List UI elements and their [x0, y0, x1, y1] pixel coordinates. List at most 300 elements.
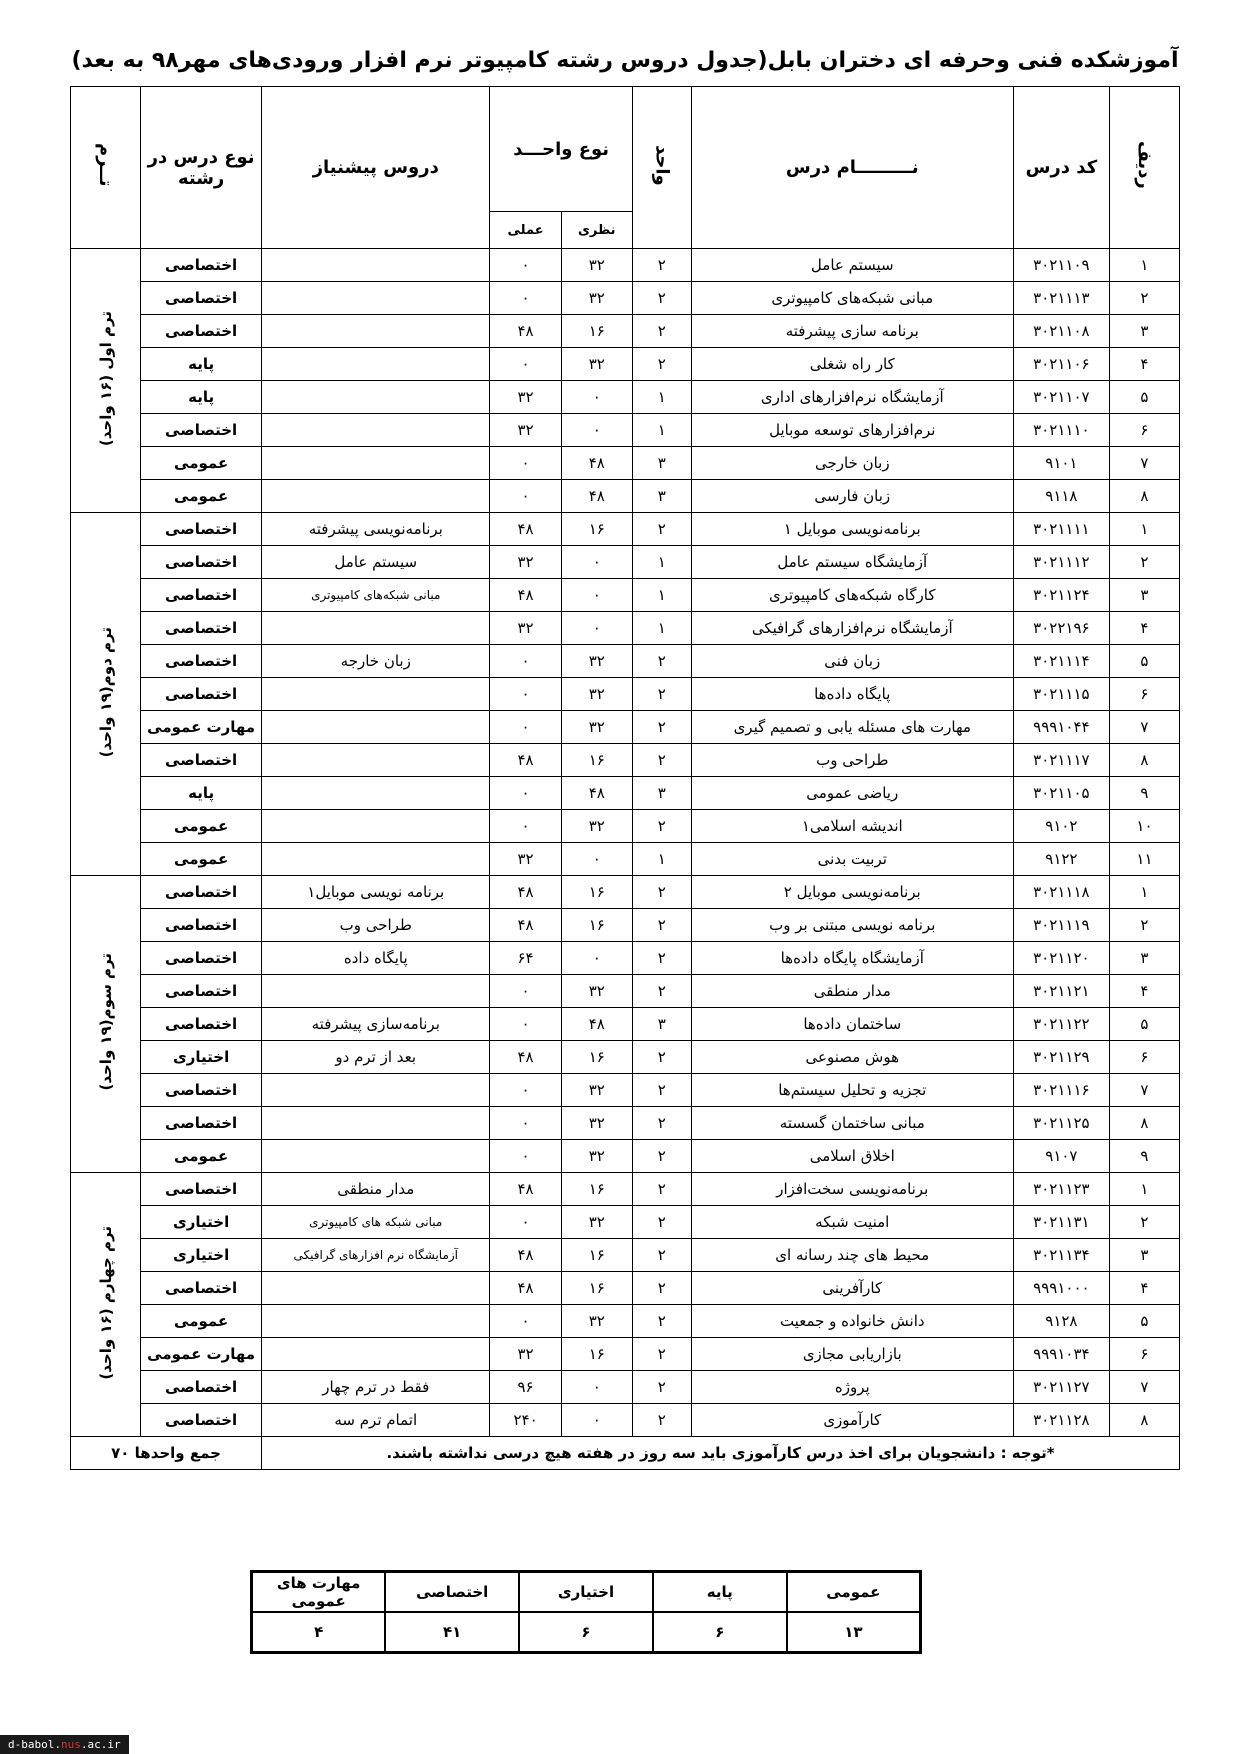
course-name: ساختمان داده‌ها — [691, 1008, 1013, 1041]
course-code: ۳۰۲۱۱۲۲ — [1013, 1008, 1109, 1041]
course-units: ۲ — [632, 1173, 691, 1206]
course-type: اختصاصی — [141, 975, 262, 1008]
table-row — [71, 744, 1180, 777]
summary-label: مهارت های عمومی — [252, 1572, 386, 1613]
summary-label: اختصاصی — [385, 1572, 519, 1613]
course-units: ۱ — [632, 546, 691, 579]
course-units: ۲ — [632, 1041, 691, 1074]
table-row — [71, 975, 1180, 1008]
course-units: ۲ — [632, 1239, 691, 1272]
theory-hours: ۳۲ — [561, 249, 632, 282]
theory-hours: ۰ — [561, 414, 632, 447]
course-table — [70, 86, 1180, 1470]
practical-hours: ۴۸ — [490, 1173, 561, 1206]
table-row — [71, 1338, 1180, 1371]
row-no: ۵ — [1109, 1008, 1179, 1041]
course-code: ۳۰۲۱۱۱۷ — [1013, 744, 1109, 777]
course-type: اختصاصی — [141, 876, 262, 909]
prerequisite: فقط در ترم چهار — [262, 1371, 490, 1404]
course-code: ۹۱۲۸ — [1013, 1305, 1109, 1338]
course-type: پایه — [141, 348, 262, 381]
prerequisite — [262, 348, 490, 381]
row-no: ۷ — [1109, 1074, 1179, 1107]
theory-hours: ۱۶ — [561, 744, 632, 777]
practical-hours: ۰ — [490, 249, 561, 282]
theory-hours: ۳۲ — [561, 1107, 632, 1140]
practical-hours: ۴۸ — [490, 1041, 561, 1074]
practical-hours: ۰ — [490, 678, 561, 711]
theory-hours: ۳۲ — [561, 975, 632, 1008]
practical-hours: ۴۸ — [490, 909, 561, 942]
course-name: برنامه‌نویسی موبایل ۲ — [691, 876, 1013, 909]
course-code: ۳۰۲۱۱۰۹ — [1013, 249, 1109, 282]
theory-hours: ۳۲ — [561, 1074, 632, 1107]
prerequisite — [262, 282, 490, 315]
course-code: ۳۰۲۱۱۰۵ — [1013, 777, 1109, 810]
prerequisite — [262, 975, 490, 1008]
practical-hours: ۰ — [490, 810, 561, 843]
course-code: ۳۰۲۱۱۲۹ — [1013, 1041, 1109, 1074]
course-name: برنامه‌نویسی سخت‌افزار — [691, 1173, 1013, 1206]
course-name: پروژه — [691, 1371, 1013, 1404]
course-code: ۹۱۲۲ — [1013, 843, 1109, 876]
prerequisite: اتمام ترم سه — [262, 1404, 490, 1437]
prerequisite — [262, 678, 490, 711]
course-name: سیستم عامل — [691, 249, 1013, 282]
table-row — [71, 1305, 1180, 1338]
prerequisite — [262, 777, 490, 810]
course-code: ۳۰۲۱۱۲۷ — [1013, 1371, 1109, 1404]
practical-hours: ۳۲ — [490, 843, 561, 876]
prerequisite — [262, 414, 490, 447]
prerequisite — [262, 249, 490, 282]
course-type: اختصاصی — [141, 612, 262, 645]
table-row — [71, 1041, 1180, 1074]
course-type: اختیاری — [141, 1206, 262, 1239]
prerequisite — [262, 1074, 490, 1107]
row-no: ۳ — [1109, 579, 1179, 612]
header-unit-type: نوع واحـــد — [490, 87, 632, 212]
theory-hours: ۱۶ — [561, 1338, 632, 1371]
course-type: اختصاصی — [141, 942, 262, 975]
table-row — [71, 546, 1180, 579]
row-no: ۱۱ — [1109, 843, 1179, 876]
course-name: زبان خارجی — [691, 447, 1013, 480]
course-code: ۳۰۲۱۱۳۱ — [1013, 1206, 1109, 1239]
course-type: اختصاصی — [141, 414, 262, 447]
row-no: ۳ — [1109, 1239, 1179, 1272]
row-no: ۸ — [1109, 1107, 1179, 1140]
theory-hours: ۱۶ — [561, 1239, 632, 1272]
term-label: ترم دوم(۱۹ واحد) — [71, 513, 141, 876]
course-type: اختصاصی — [141, 1404, 262, 1437]
prerequisite — [262, 711, 490, 744]
course-code: ۳۰۲۱۱۱۳ — [1013, 282, 1109, 315]
row-no: ۵ — [1109, 381, 1179, 414]
table-row — [71, 249, 1180, 282]
row-no: ۶ — [1109, 1041, 1179, 1074]
practical-hours: ۴۸ — [490, 579, 561, 612]
row-no: ۴ — [1109, 348, 1179, 381]
theory-hours: ۰ — [561, 579, 632, 612]
practical-hours: ۳۲ — [490, 612, 561, 645]
course-units: ۲ — [632, 1404, 691, 1437]
theory-hours: ۳۲ — [561, 1140, 632, 1173]
course-code: ۳۰۲۱۱۱۵ — [1013, 678, 1109, 711]
course-units: ۳ — [632, 480, 691, 513]
course-name: بازاریابی مجازی — [691, 1338, 1013, 1371]
practical-hours: ۰ — [490, 1206, 561, 1239]
course-code: ۳۰۲۱۱۰۷ — [1013, 381, 1109, 414]
course-type: اختیاری — [141, 1041, 262, 1074]
table-row — [71, 909, 1180, 942]
course-code: ۹۹۹۱۰۰۰ — [1013, 1272, 1109, 1305]
header-prereq: دروس پیشنیاز — [262, 87, 490, 249]
course-name: هوش مصنوعی — [691, 1041, 1013, 1074]
summary-value: ۱۳ — [787, 1612, 921, 1653]
theory-hours: ۳۲ — [561, 348, 632, 381]
row-no: ۱ — [1109, 513, 1179, 546]
theory-hours: ۱۶ — [561, 1173, 632, 1206]
table-row — [71, 711, 1180, 744]
prerequisite — [262, 1338, 490, 1371]
course-name: مبانی شبکه‌های کامپیوتری — [691, 282, 1013, 315]
prerequisite: مدار منطقی — [262, 1173, 490, 1206]
summary-value: ۶ — [519, 1612, 653, 1653]
course-units: ۲ — [632, 282, 691, 315]
theory-hours: ۴۸ — [561, 447, 632, 480]
course-code: ۳۰۲۱۱۱۹ — [1013, 909, 1109, 942]
course-code: ۳۰۲۱۱۲۴ — [1013, 579, 1109, 612]
table-row — [71, 1173, 1180, 1206]
row-no: ۲ — [1109, 546, 1179, 579]
prerequisite: مبانی شبکه‌های کامپیوتری — [262, 579, 490, 612]
table-row — [71, 513, 1180, 546]
course-name: امنیت شبکه — [691, 1206, 1013, 1239]
course-units: ۲ — [632, 711, 691, 744]
prerequisite — [262, 810, 490, 843]
row-no: ۱ — [1109, 876, 1179, 909]
row-no: ۷ — [1109, 447, 1179, 480]
practical-hours: ۰ — [490, 447, 561, 480]
course-code: ۹۱۰۷ — [1013, 1140, 1109, 1173]
theory-hours: ۰ — [561, 546, 632, 579]
table-row — [71, 1140, 1180, 1173]
course-name: کارگاه شبکه‌های کامپیوتری — [691, 579, 1013, 612]
course-type: اختصاصی — [141, 579, 262, 612]
theory-hours: ۳۲ — [561, 1305, 632, 1338]
course-type: پایه — [141, 777, 262, 810]
table-row — [71, 414, 1180, 447]
row-no: ۷ — [1109, 711, 1179, 744]
header-name: نـــــــــام درس — [691, 87, 1013, 249]
theory-hours: ۰ — [561, 612, 632, 645]
table-row — [71, 447, 1180, 480]
course-code: ۳۰۲۱۱۰۸ — [1013, 315, 1109, 348]
course-type: اختصاصی — [141, 1371, 262, 1404]
table-row — [71, 612, 1180, 645]
course-name: محیط های چند رسانه ای — [691, 1239, 1013, 1272]
table-row — [71, 348, 1180, 381]
row-no: ۲ — [1109, 1206, 1179, 1239]
course-code: ۳۰۲۱۱۲۵ — [1013, 1107, 1109, 1140]
course-name: تجزیه و تحلیل سیستم‌ها — [691, 1074, 1013, 1107]
course-type: اختصاصی — [141, 513, 262, 546]
course-code: ۳۰۲۱۱۲۸ — [1013, 1404, 1109, 1437]
theory-hours: ۰ — [561, 1404, 632, 1437]
course-code: ۳۰۲۲۱۹۶ — [1013, 612, 1109, 645]
theory-hours: ۰ — [561, 1371, 632, 1404]
summary-value: ۴ — [252, 1612, 386, 1653]
row-no: ۴ — [1109, 975, 1179, 1008]
course-code: ۹۹۹۱۰۳۴ — [1013, 1338, 1109, 1371]
course-name: نرم‌افزارهای توسعه موبایل — [691, 414, 1013, 447]
course-type: عمومی — [141, 1140, 262, 1173]
header-theory: نظری — [561, 212, 632, 249]
row-no: ۱ — [1109, 1173, 1179, 1206]
watermark: d-babol.nus.ac.ir — [0, 1735, 129, 1754]
theory-hours: ۱۶ — [561, 909, 632, 942]
prerequisite: آزمایشگاه نرم افزارهای گرافیکی — [262, 1239, 490, 1272]
practical-hours: ۶۴ — [490, 942, 561, 975]
course-units: ۱ — [632, 612, 691, 645]
theory-hours: ۴۸ — [561, 1008, 632, 1041]
course-type: عمومی — [141, 810, 262, 843]
course-name: ریاضی عمومی — [691, 777, 1013, 810]
table-row — [71, 1239, 1180, 1272]
course-units: ۲ — [632, 513, 691, 546]
summary-label: عمومی — [787, 1572, 921, 1613]
term-label: ترم اول (۱۶ واحد) — [71, 249, 141, 513]
practical-hours: ۳۲ — [490, 414, 561, 447]
prerequisite — [262, 612, 490, 645]
row-no: ۹ — [1109, 1140, 1179, 1173]
course-rows — [71, 249, 1180, 1437]
row-no: ۶ — [1109, 414, 1179, 447]
summary-label: اختیاری — [519, 1572, 653, 1613]
row-no: ۱ — [1109, 249, 1179, 282]
page-title: آموزشکده فنی وحرفه ای دختران بابل(جدول دروس رشته کامپیوتر نرم افزار ورودی‌های مهر۹۸ به بعد) — [71, 48, 1179, 73]
row-no: ۲ — [1109, 909, 1179, 942]
footer-note: *توجه : دانشجویان برای اخذ درس کارآموزی باید سه روز در هفته هیچ درسی نداشته باشند. — [262, 1437, 1180, 1470]
course-units: ۲ — [632, 1206, 691, 1239]
course-name: مبانی ساختمان گسسته — [691, 1107, 1013, 1140]
theory-hours: ۱۶ — [561, 1041, 632, 1074]
theory-hours: ۱۶ — [561, 315, 632, 348]
prerequisite — [262, 315, 490, 348]
header-units: واحد — [632, 87, 691, 249]
course-code: ۳۰۲۱۱۱۸ — [1013, 876, 1109, 909]
course-units: ۲ — [632, 1305, 691, 1338]
practical-hours: ۰ — [490, 1140, 561, 1173]
table-row — [71, 810, 1180, 843]
prerequisite: مبانی شبکه های کامپیوتری — [262, 1206, 490, 1239]
course-name: مهارت های مسئله یابی و تصمیم گیری — [691, 711, 1013, 744]
table-row — [71, 480, 1180, 513]
course-name: آزمایشگاه نرم‌افزارهای گرافیکی — [691, 612, 1013, 645]
theory-hours: ۱۶ — [561, 876, 632, 909]
practical-hours: ۹۶ — [490, 1371, 561, 1404]
table-row — [71, 942, 1180, 975]
course-units: ۲ — [632, 744, 691, 777]
practical-hours: ۰ — [490, 975, 561, 1008]
course-type: اختصاصی — [141, 1074, 262, 1107]
theory-hours: ۳۲ — [561, 678, 632, 711]
course-name: پایگاه داده‌ها — [691, 678, 1013, 711]
course-code: ۳۰۲۱۱۰۶ — [1013, 348, 1109, 381]
course-type: اختیاری — [141, 1239, 262, 1272]
header-code: کد درس — [1013, 87, 1109, 249]
course-name: مدار منطقی — [691, 975, 1013, 1008]
practical-hours: ۴۸ — [490, 744, 561, 777]
course-code: ۳۰۲۱۱۳۴ — [1013, 1239, 1109, 1272]
table-row — [71, 381, 1180, 414]
row-no: ۶ — [1109, 1338, 1179, 1371]
row-no: ۵ — [1109, 645, 1179, 678]
course-units: ۲ — [632, 249, 691, 282]
course-type: اختصاصی — [141, 678, 262, 711]
course-code: ۹۱۰۱ — [1013, 447, 1109, 480]
prerequisite — [262, 1305, 490, 1338]
course-type: اختصاصی — [141, 645, 262, 678]
course-units: ۳ — [632, 447, 691, 480]
header-practical: عملی — [490, 212, 561, 249]
course-type: اختصاصی — [141, 546, 262, 579]
course-units: ۲ — [632, 645, 691, 678]
prerequisite — [262, 843, 490, 876]
course-units: ۱ — [632, 843, 691, 876]
term-label: ترم چهارم (۱۶ واحد) — [71, 1173, 141, 1437]
practical-hours: ۳۲ — [490, 1338, 561, 1371]
course-name: زبان فنی — [691, 645, 1013, 678]
course-name: اخلاق اسلامی — [691, 1140, 1013, 1173]
row-no: ۴ — [1109, 612, 1179, 645]
course-type: اختصاصی — [141, 909, 262, 942]
practical-hours: ۳۲ — [490, 546, 561, 579]
prerequisite — [262, 381, 490, 414]
practical-hours: ۰ — [490, 480, 561, 513]
row-no: ۹ — [1109, 777, 1179, 810]
course-name: تربیت بدنی — [691, 843, 1013, 876]
prerequisite: زبان خارجه — [262, 645, 490, 678]
practical-hours: ۴۸ — [490, 1239, 561, 1272]
course-units: ۲ — [632, 1272, 691, 1305]
course-name: دانش خانواده و جمعیت — [691, 1305, 1013, 1338]
course-name: اندیشه اسلامی۱ — [691, 810, 1013, 843]
theory-hours: ۳۲ — [561, 645, 632, 678]
course-type: اختصاصی — [141, 744, 262, 777]
course-code: ۳۰۲۱۱۱۲ — [1013, 546, 1109, 579]
practical-hours: ۰ — [490, 1107, 561, 1140]
course-units: ۲ — [632, 909, 691, 942]
row-no: ۳ — [1109, 315, 1179, 348]
theory-hours: ۰ — [561, 843, 632, 876]
course-units: ۲ — [632, 1074, 691, 1107]
course-type: پایه — [141, 381, 262, 414]
theory-hours: ۳۲ — [561, 1206, 632, 1239]
course-units: ۲ — [632, 1371, 691, 1404]
course-name: آزمایشگاه سیستم عامل — [691, 546, 1013, 579]
practical-hours: ۴۸ — [490, 876, 561, 909]
table-row — [71, 645, 1180, 678]
course-units: ۲ — [632, 678, 691, 711]
course-units: ۱ — [632, 579, 691, 612]
course-code: ۳۰۲۱۱۱۰ — [1013, 414, 1109, 447]
course-code: ۳۰۲۱۱۲۰ — [1013, 942, 1109, 975]
course-code: ۹۹۹۱۰۴۴ — [1013, 711, 1109, 744]
theory-hours: ۳۲ — [561, 810, 632, 843]
table-row — [71, 282, 1180, 315]
prerequisite — [262, 480, 490, 513]
theory-hours: ۴۸ — [561, 480, 632, 513]
practical-hours: ۰ — [490, 348, 561, 381]
course-type: اختصاصی — [141, 1173, 262, 1206]
course-code: ۳۰۲۱۱۲۳ — [1013, 1173, 1109, 1206]
course-type: عمومی — [141, 447, 262, 480]
summary-label: پایه — [653, 1572, 787, 1613]
prerequisite: برنامه‌سازی پیشرفته — [262, 1008, 490, 1041]
practical-hours: ۴۸ — [490, 315, 561, 348]
header-course-type: نوع درس در رشته — [141, 87, 262, 249]
course-units: ۲ — [632, 975, 691, 1008]
course-name: کار راه شغلی — [691, 348, 1013, 381]
prerequisite: برنامه نویسی موبایل۱ — [262, 876, 490, 909]
table-row — [71, 1404, 1180, 1437]
row-no: ۴ — [1109, 1272, 1179, 1305]
term-label: ترم سوم(۱۹ واحد) — [71, 876, 141, 1173]
practical-hours: ۳۲ — [490, 381, 561, 414]
practical-hours: ۰ — [490, 711, 561, 744]
course-code: ۹۱۱۸ — [1013, 480, 1109, 513]
prerequisite: برنامه‌نویسی پیشرفته — [262, 513, 490, 546]
row-no: ۱۰ — [1109, 810, 1179, 843]
course-type: اختصاصی — [141, 1008, 262, 1041]
practical-hours: ۴۸ — [490, 1272, 561, 1305]
table-row — [71, 876, 1180, 909]
table-row — [71, 1107, 1180, 1140]
theory-hours: ۳۲ — [561, 282, 632, 315]
course-type: مهارت عمومی — [141, 711, 262, 744]
course-units: ۲ — [632, 810, 691, 843]
row-no: ۲ — [1109, 282, 1179, 315]
course-units: ۱ — [632, 381, 691, 414]
row-no: ۸ — [1109, 480, 1179, 513]
course-code: ۳۰۲۱۱۱۶ — [1013, 1074, 1109, 1107]
row-no: ۳ — [1109, 942, 1179, 975]
prerequisite — [262, 1140, 490, 1173]
prerequisite — [262, 447, 490, 480]
course-name: طراحی وب — [691, 744, 1013, 777]
theory-hours: ۰ — [561, 942, 632, 975]
course-type: اختصاصی — [141, 282, 262, 315]
course-units: ۲ — [632, 1338, 691, 1371]
row-no: ۸ — [1109, 744, 1179, 777]
table-row — [71, 579, 1180, 612]
course-units: ۲ — [632, 348, 691, 381]
course-units: ۲ — [632, 876, 691, 909]
course-name: برنامه نویسی مبتنی بر وب — [691, 909, 1013, 942]
practical-hours: ۰ — [490, 1008, 561, 1041]
prerequisite — [262, 1107, 490, 1140]
prerequisite: طراحی وب — [262, 909, 490, 942]
practical-hours: ۴۸ — [490, 513, 561, 546]
course-type: مهارت عمومی — [141, 1338, 262, 1371]
practical-hours: ۰ — [490, 777, 561, 810]
table-row — [71, 1074, 1180, 1107]
table-row — [71, 1008, 1180, 1041]
row-no: ۷ — [1109, 1371, 1179, 1404]
theory-hours: ۴۸ — [561, 777, 632, 810]
